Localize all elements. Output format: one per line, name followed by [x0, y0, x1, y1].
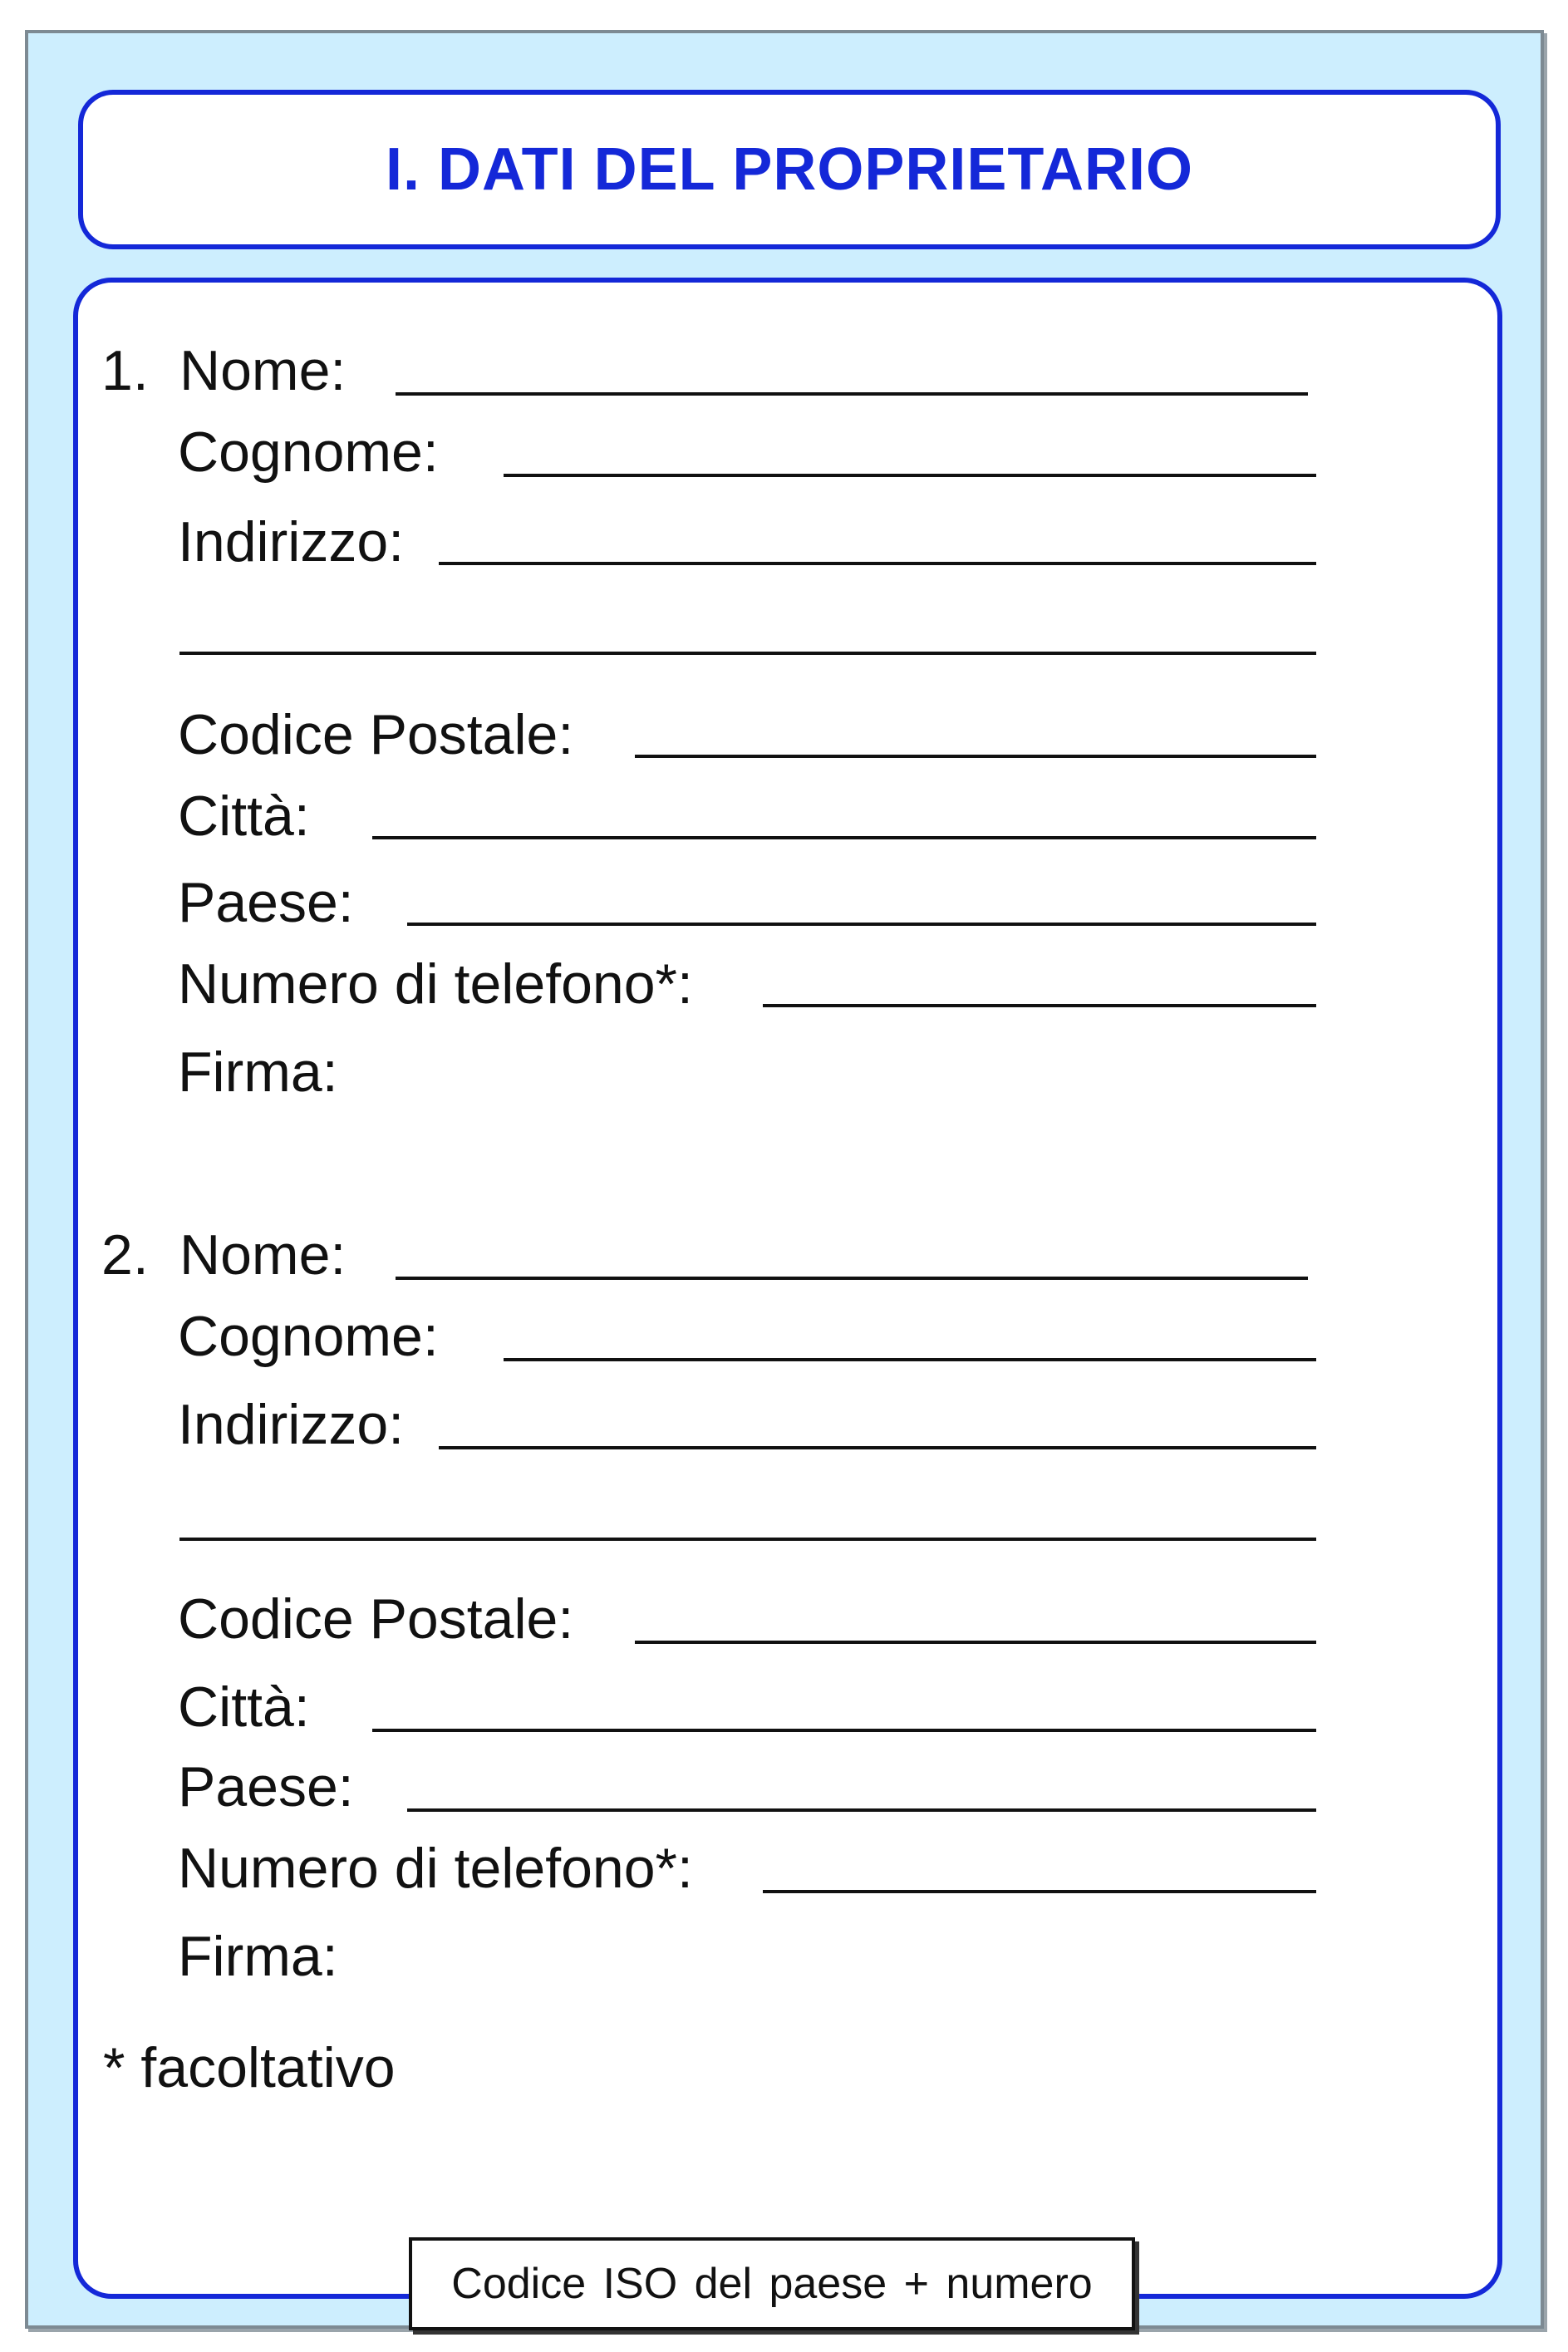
- owner-1-address-label: Indirizzo:: [178, 510, 405, 573]
- owner-2-country-field[interactable]: [407, 1808, 1316, 1812]
- owner-2-name-field[interactable]: [396, 1277, 1308, 1280]
- owner-form-panel: [73, 278, 1502, 2299]
- owner-2-address-line-2-field[interactable]: [179, 1538, 1316, 1541]
- owner-2-phone-label: Numero di telefono*:: [178, 1837, 693, 1900]
- owner-2-address-field[interactable]: [439, 1446, 1316, 1449]
- owner-1-city-field[interactable]: [372, 836, 1316, 839]
- owner-1-postal-code-label: Codice Postale:: [178, 703, 574, 766]
- owner-1-phone-label: Numero di telefono*:: [178, 952, 693, 1016]
- owner-2-name-label: Nome:: [179, 1223, 347, 1287]
- owner-1-number: 1.: [101, 339, 149, 402]
- owner-2-address-label: Indirizzo:: [178, 1393, 405, 1456]
- footer-tag: Codice ISO del paese + numero: [409, 2237, 1135, 2330]
- owner-2-surname-field[interactable]: [504, 1358, 1316, 1361]
- owner-2-city-label: Città:: [178, 1675, 310, 1739]
- owner-2-postal-code-field[interactable]: [635, 1641, 1316, 1644]
- section-title: I. DATI DEL PROPRIETARIO: [385, 136, 1194, 203]
- owner-1-country-field[interactable]: [407, 923, 1316, 926]
- optional-footnote: * facoltativo: [103, 2036, 396, 2099]
- owner-1-name-label: Nome:: [179, 339, 347, 402]
- owner-1-phone-field[interactable]: [763, 1004, 1316, 1007]
- owner-2-city-field[interactable]: [372, 1729, 1316, 1732]
- owner-2-signature-label: Firma:: [178, 1925, 338, 1988]
- owner-2-phone-field[interactable]: [763, 1890, 1316, 1893]
- owner-2-country-label: Paese:: [178, 1755, 354, 1818]
- owner-1-surname-label: Cognome:: [178, 421, 439, 484]
- owner-2-postal-code-label: Codice Postale:: [178, 1587, 574, 1651]
- owner-1-signature-label: Firma:: [178, 1041, 338, 1104]
- owner-1-country-label: Paese:: [178, 871, 354, 934]
- owner-1-surname-field[interactable]: [504, 474, 1316, 477]
- owner-1-address-line-2-field[interactable]: [179, 652, 1316, 655]
- section-header: [78, 90, 1501, 249]
- owner-1-city-label: Città:: [178, 785, 310, 848]
- owner-1-address-field[interactable]: [439, 562, 1316, 565]
- owner-1-postal-code-field[interactable]: [635, 755, 1316, 758]
- owner-2-number: 2.: [101, 1223, 149, 1287]
- owner-2-surname-label: Cognome:: [178, 1305, 439, 1368]
- owner-1-name-field[interactable]: [396, 392, 1308, 396]
